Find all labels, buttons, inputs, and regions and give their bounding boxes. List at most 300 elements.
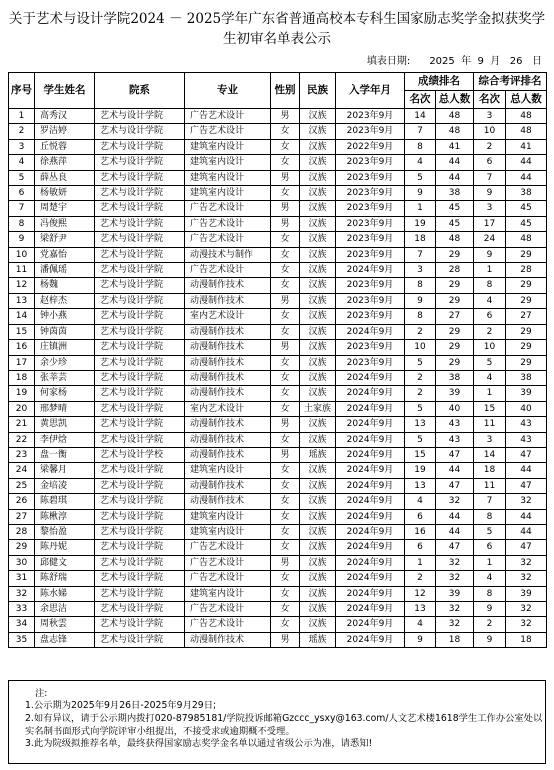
cell-overall-rank: 8 <box>474 278 506 293</box>
cell-grade-rank: 6 <box>405 540 436 555</box>
table-row <box>9 602 547 617</box>
cell-name: 梁舒尹 <box>35 232 95 247</box>
cell-enroll: 2024年9月 <box>336 555 405 570</box>
cell-enroll: 2024年9月 <box>336 571 405 586</box>
cell-major: 动漫制作技术 <box>185 386 271 401</box>
cell-grade-total: 32 <box>436 617 474 632</box>
header-gender: 性别 <box>271 73 300 109</box>
table-row <box>9 524 547 539</box>
cell-gender: 女 <box>271 370 300 385</box>
cell-overall-total: 29 <box>506 293 547 308</box>
cell-college: 艺术与设计学院 <box>95 278 185 293</box>
cell-name: 杨敏妍 <box>35 186 95 201</box>
cell-gender: 男 <box>271 293 300 308</box>
cell-gender: 女 <box>271 571 300 586</box>
cell-seq: 5 <box>9 170 35 185</box>
table-row <box>9 447 547 462</box>
cell-overall-total: 28 <box>506 263 547 278</box>
cell-overall-rank: 4 <box>474 293 506 308</box>
cell-name: 高秀汉 <box>35 109 95 124</box>
cell-enroll: 2024年9月 <box>336 417 405 432</box>
table-row <box>9 355 547 370</box>
cell-gender: 男 <box>271 555 300 570</box>
note-item: 3.此为院级拟推荐名单，最终获得国家励志奖学金名单以通过省级公示为准，请悉知! <box>25 738 373 749</box>
header-overall-rank-place: 名次 <box>474 91 506 109</box>
cell-grade-total: 38 <box>436 186 474 201</box>
cell-seq: 13 <box>9 293 35 308</box>
cell-gender: 女 <box>271 278 300 293</box>
cell-overall-total: 48 <box>506 232 547 247</box>
cell-overall-total: 29 <box>506 324 547 339</box>
cell-grade-total: 48 <box>436 109 474 124</box>
cell-grade-total: 29 <box>436 355 474 370</box>
cell-overall-rank: 17 <box>474 216 506 231</box>
cell-major: 动漫制作技术 <box>185 293 271 308</box>
cell-major: 建筑室内设计 <box>185 170 271 185</box>
header-overall-rank: 综合考评排名 <box>474 73 547 91</box>
cell-gender: 女 <box>271 509 300 524</box>
cell-ethnicity: 汉族 <box>300 571 336 586</box>
table-row <box>9 617 547 632</box>
cell-seq: 31 <box>9 571 35 586</box>
table-row <box>9 555 547 570</box>
cell-ethnicity: 汉族 <box>300 278 336 293</box>
cell-overall-total: 48 <box>506 124 547 139</box>
cell-ethnicity: 汉族 <box>300 432 336 447</box>
cell-overall-total: 44 <box>506 509 547 524</box>
cell-college: 艺术与设计学院 <box>95 263 185 278</box>
cell-major: 动漫制作技术 <box>185 355 271 370</box>
cell-gender: 女 <box>271 524 300 539</box>
cell-gender: 女 <box>271 602 300 617</box>
cell-ethnicity: 汉族 <box>300 509 336 524</box>
cell-college: 艺术与设计学院 <box>95 417 185 432</box>
cell-seq: 19 <box>9 386 35 401</box>
header-name: 学生姓名 <box>35 73 95 109</box>
cell-ethnicity: 汉族 <box>300 340 336 355</box>
table-row <box>9 216 547 231</box>
cell-major: 广告艺术设计 <box>185 571 271 586</box>
cell-major: 动漫制作技术 <box>185 324 271 339</box>
cell-college: 艺术与设计学院 <box>95 309 185 324</box>
cell-gender: 女 <box>271 139 300 154</box>
cell-grade-total: 29 <box>436 324 474 339</box>
cell-name: 黎怡盈 <box>35 524 95 539</box>
cell-enroll: 2023年9月 <box>336 170 405 185</box>
cell-grade-total: 44 <box>436 463 474 478</box>
cell-name: 赵梓杰 <box>35 293 95 308</box>
cell-overall-rank: 1 <box>474 555 506 570</box>
table-row <box>9 586 547 601</box>
cell-name: 丘悦蓉 <box>35 139 95 154</box>
cell-name: 杨魏 <box>35 278 95 293</box>
cell-grade-rank: 19 <box>405 216 436 231</box>
cell-college: 艺术与设计学院 <box>95 401 185 416</box>
cell-overall-rank: 10 <box>474 340 506 355</box>
cell-major: 广告艺术设计 <box>185 232 271 247</box>
cell-overall-rank: 4 <box>474 571 506 586</box>
cell-grade-rank: 5 <box>405 432 436 447</box>
cell-overall-total: 29 <box>506 340 547 355</box>
cell-college: 艺术与设计学院 <box>95 355 185 370</box>
header-college: 院系 <box>95 73 185 109</box>
cell-college: 艺术与设计学院 <box>95 386 185 401</box>
cell-grade-total: 44 <box>436 155 474 170</box>
cell-gender: 男 <box>271 216 300 231</box>
cell-gender: 女 <box>271 586 300 601</box>
cell-major: 动漫制作技术 <box>185 417 271 432</box>
cell-overall-rank: 8 <box>474 586 506 601</box>
cell-gender: 男 <box>271 201 300 216</box>
cell-college: 艺术与设计学院 <box>95 463 185 478</box>
cell-major: 广告艺术设计 <box>185 555 271 570</box>
cell-major: 建筑室内设计 <box>185 463 271 478</box>
cell-overall-rank: 24 <box>474 232 506 247</box>
header-seq: 序号 <box>9 73 35 109</box>
table-row <box>9 155 547 170</box>
cell-name: 周秋雲 <box>35 617 95 632</box>
cell-grade-rank: 13 <box>405 417 436 432</box>
cell-name: 邢梦晴 <box>35 401 95 416</box>
cell-college: 艺术与设计学院 <box>95 617 185 632</box>
cell-seq: 9 <box>9 232 35 247</box>
cell-overall-total: 44 <box>506 524 547 539</box>
page-title: 关于艺术与设计学院2024 － 2025学年广东省普通高校本专科生国家励志奖学金拟获奖学生初审名单表公示 <box>8 11 546 47</box>
cell-ethnicity: 瑶族 <box>300 447 336 462</box>
cell-overall-total: 45 <box>506 201 547 216</box>
cell-grade-rank: 14 <box>405 109 436 124</box>
cell-name: 钟茵茵 <box>35 324 95 339</box>
header-grade-rank-total: 总人数 <box>436 91 474 109</box>
cell-college: 艺术与设计学院 <box>95 586 185 601</box>
cell-seq: 25 <box>9 478 35 493</box>
cell-grade-total: 27 <box>436 309 474 324</box>
cell-overall-total: 38 <box>506 186 547 201</box>
cell-grade-rank: 6 <box>405 509 436 524</box>
cell-ethnicity: 汉族 <box>300 263 336 278</box>
cell-seq: 29 <box>9 540 35 555</box>
cell-grade-total: 45 <box>436 201 474 216</box>
cell-overall-total: 32 <box>506 617 547 632</box>
cell-grade-rank: 18 <box>405 232 436 247</box>
cell-college: 艺术与设计学院 <box>95 432 185 447</box>
cell-major: 室内艺术设计 <box>185 309 271 324</box>
cell-ethnicity: 汉族 <box>300 370 336 385</box>
cell-major: 动漫制作技术 <box>185 278 271 293</box>
cell-grade-rank: 12 <box>405 586 436 601</box>
cell-seq: 7 <box>9 201 35 216</box>
cell-overall-total: 18 <box>506 632 547 647</box>
table-row <box>9 186 547 201</box>
cell-major: 动漫制作技术 <box>185 370 271 385</box>
cell-overall-total: 29 <box>506 278 547 293</box>
cell-ethnicity: 汉族 <box>300 216 336 231</box>
cell-gender: 女 <box>271 355 300 370</box>
cell-overall-rank: 8 <box>474 509 506 524</box>
cell-enroll: 2023年9月 <box>336 355 405 370</box>
table-row <box>9 139 547 154</box>
cell-college: 艺术与设计学院 <box>95 170 185 185</box>
cell-overall-rank: 9 <box>474 602 506 617</box>
cell-gender: 女 <box>271 124 300 139</box>
cell-enroll: 2023年9月 <box>336 340 405 355</box>
header-major: 专业 <box>185 73 271 109</box>
cell-overall-total: 45 <box>506 216 547 231</box>
cell-gender: 女 <box>271 540 300 555</box>
cell-ethnicity: 汉族 <box>300 293 336 308</box>
table-row <box>9 370 547 385</box>
cell-seq: 18 <box>9 370 35 385</box>
cell-seq: 2 <box>9 124 35 139</box>
cell-enroll: 2023年9月 <box>336 155 405 170</box>
table-row <box>9 571 547 586</box>
cell-grade-rank: 9 <box>405 293 436 308</box>
cell-ethnicity: 汉族 <box>300 555 336 570</box>
table-row <box>9 386 547 401</box>
fill-date: 填表日期: 2025 年 9 月 26 日 <box>366 56 542 67</box>
cell-enroll: 2024年9月 <box>336 386 405 401</box>
cell-seq: 12 <box>9 278 35 293</box>
cell-gender: 女 <box>271 247 300 262</box>
cell-major: 广告艺术设计 <box>185 617 271 632</box>
cell-overall-total: 41 <box>506 139 547 154</box>
table-row <box>9 540 547 555</box>
cell-grade-total: 47 <box>436 447 474 462</box>
cell-grade-rank: 4 <box>405 494 436 509</box>
cell-major: 广告艺术设计 <box>185 109 271 124</box>
cell-overall-total: 47 <box>506 540 547 555</box>
cell-seq: 17 <box>9 355 35 370</box>
cell-seq: 34 <box>9 617 35 632</box>
header-ethnicity: 民族 <box>300 73 336 109</box>
cell-overall-rank: 2 <box>474 139 506 154</box>
cell-grade-rank: 5 <box>405 401 436 416</box>
cell-overall-rank: 9 <box>474 632 506 647</box>
table-row <box>9 478 547 493</box>
cell-enroll: 2024年9月 <box>336 524 405 539</box>
cell-gender: 女 <box>271 263 300 278</box>
cell-ethnicity: 汉族 <box>300 494 336 509</box>
cell-name: 邱健文 <box>35 555 95 570</box>
cell-gender: 女 <box>271 324 300 339</box>
cell-overall-rank: 6 <box>474 155 506 170</box>
cell-overall-rank: 6 <box>474 540 506 555</box>
cell-overall-rank: 3 <box>474 432 506 447</box>
cell-enroll: 2023年9月 <box>336 201 405 216</box>
cell-seq: 15 <box>9 324 35 339</box>
cell-ethnicity: 汉族 <box>300 109 336 124</box>
cell-name: 庄镇洲 <box>35 340 95 355</box>
notes-box <box>8 680 546 764</box>
cell-grade-total: 44 <box>436 170 474 185</box>
cell-grade-total: 47 <box>436 540 474 555</box>
cell-name: 陈丹妮 <box>35 540 95 555</box>
cell-overall-total: 32 <box>506 494 547 509</box>
cell-major: 建筑室内设计 <box>185 524 271 539</box>
note-item: 2.如有异议，请于公示期内拨打020-87985181/学院投诉邮箱Gzccc_ysxy@163.com/人文艺术楼1618学生工作办公室处以实名制书面形式向学院评审小组提出，不接受求或逾期概不受理。 <box>25 713 543 737</box>
cell-gender: 男 <box>271 109 300 124</box>
cell-major: 室内艺术设计 <box>185 401 271 416</box>
table-row <box>9 293 547 308</box>
cell-college: 艺术与设计学院 <box>95 632 185 647</box>
cell-major: 广告艺术设计 <box>185 216 271 231</box>
table-row <box>9 632 547 647</box>
cell-major: 广告艺术设计 <box>185 124 271 139</box>
cell-overall-total: 38 <box>506 370 547 385</box>
cell-major: 动漫制作技术 <box>185 632 271 647</box>
cell-gender: 男 <box>271 447 300 462</box>
cell-name: 薛丛良 <box>35 170 95 185</box>
cell-grade-rank: 9 <box>405 632 436 647</box>
cell-major: 建筑室内设计 <box>185 509 271 524</box>
cell-ethnicity: 汉族 <box>300 139 336 154</box>
cell-college: 艺术与设计学校 <box>95 447 185 462</box>
cell-grade-total: 47 <box>436 478 474 493</box>
cell-grade-total: 32 <box>436 602 474 617</box>
cell-name: 周楚宇 <box>35 201 95 216</box>
cell-enroll: 2023年9月 <box>336 109 405 124</box>
cell-seq: 16 <box>9 340 35 355</box>
cell-grade-rank: 5 <box>405 355 436 370</box>
cell-seq: 8 <box>9 216 35 231</box>
cell-college: 艺术与设计学院 <box>95 509 185 524</box>
cell-name: 陈楸淳 <box>35 509 95 524</box>
cell-overall-rank: 11 <box>474 478 506 493</box>
cell-ethnicity: 土家族 <box>300 401 336 416</box>
cell-gender: 女 <box>271 401 300 416</box>
cell-overall-total: 39 <box>506 586 547 601</box>
cell-college: 艺术与设计学院 <box>95 494 185 509</box>
table-row <box>9 201 547 216</box>
cell-grade-rank: 2 <box>405 370 436 385</box>
table-row <box>9 494 547 509</box>
cell-gender: 男 <box>271 632 300 647</box>
cell-ethnicity: 汉族 <box>300 186 336 201</box>
cell-enroll: 2024年9月 <box>336 632 405 647</box>
cell-grade-rank: 1 <box>405 201 436 216</box>
cell-ethnicity: 汉族 <box>300 540 336 555</box>
cell-college: 艺术与设计学院 <box>95 186 185 201</box>
cell-enroll: 2023年9月 <box>336 186 405 201</box>
cell-overall-total: 27 <box>506 309 547 324</box>
cell-ethnicity: 汉族 <box>300 524 336 539</box>
cell-college: 艺术与设计学院 <box>95 571 185 586</box>
cell-major: 建筑室内设计 <box>185 139 271 154</box>
cell-grade-total: 29 <box>436 278 474 293</box>
cell-overall-total: 29 <box>506 247 547 262</box>
cell-major: 广告艺术设计 <box>185 201 271 216</box>
cell-enroll: 2024年9月 <box>336 432 405 447</box>
cell-seq: 28 <box>9 524 35 539</box>
cell-seq: 22 <box>9 432 35 447</box>
cell-college: 艺术与设计学院 <box>95 324 185 339</box>
cell-grade-rank: 8 <box>405 278 436 293</box>
cell-major: 建筑室内设计 <box>185 186 271 201</box>
cell-seq: 4 <box>9 155 35 170</box>
cell-major: 动漫制作技术 <box>185 447 271 462</box>
cell-ethnicity: 汉族 <box>300 386 336 401</box>
cell-college: 艺术与设计学院 <box>95 540 185 555</box>
cell-name: 张莘芸 <box>35 370 95 385</box>
cell-ethnicity: 汉族 <box>300 355 336 370</box>
cell-grade-rank: 7 <box>405 247 436 262</box>
cell-enroll: 2024年9月 <box>336 463 405 478</box>
cell-name: 余思洁 <box>35 602 95 617</box>
cell-overall-rank: 10 <box>474 124 506 139</box>
cell-gender: 女 <box>271 494 300 509</box>
note-item: 1.公示期为2025年9月26日-2025年9月29日; <box>25 700 217 711</box>
cell-gender: 男 <box>271 417 300 432</box>
cell-college: 艺术与设计学院 <box>95 124 185 139</box>
cell-grade-rank: 16 <box>405 524 436 539</box>
cell-name: 陈碧琪 <box>35 494 95 509</box>
cell-gender: 女 <box>271 478 300 493</box>
cell-grade-rank: 2 <box>405 571 436 586</box>
cell-overall-total: 48 <box>506 109 547 124</box>
cell-enroll: 2024年9月 <box>336 401 405 416</box>
cell-gender: 女 <box>271 155 300 170</box>
cell-major: 建筑室内设计 <box>185 155 271 170</box>
table-row <box>9 509 547 524</box>
cell-overall-total: 44 <box>506 463 547 478</box>
cell-overall-total: 44 <box>506 155 547 170</box>
header-overall-rank-total: 总人数 <box>506 91 547 109</box>
cell-overall-total: 43 <box>506 432 547 447</box>
cell-enroll: 2024年9月 <box>336 263 405 278</box>
cell-ethnicity: 汉族 <box>300 478 336 493</box>
cell-ethnicity: 汉族 <box>300 309 336 324</box>
cell-enroll: 2023年9月 <box>336 309 405 324</box>
cell-grade-rank: 9 <box>405 186 436 201</box>
cell-overall-total: 40 <box>506 401 547 416</box>
cell-seq: 27 <box>9 509 35 524</box>
cell-enroll: 2024年9月 <box>336 617 405 632</box>
cell-grade-rank: 19 <box>405 463 436 478</box>
cell-overall-rank: 1 <box>474 263 506 278</box>
cell-major: 动漫制作技术 <box>185 432 271 447</box>
cell-overall-total: 44 <box>506 170 547 185</box>
cell-grade-total: 40 <box>436 401 474 416</box>
cell-gender: 女 <box>271 386 300 401</box>
cell-name: 钟小燕 <box>35 309 95 324</box>
cell-seq: 6 <box>9 186 35 201</box>
cell-major: 动漫技术与制作 <box>185 247 271 262</box>
table-row <box>9 463 547 478</box>
cell-overall-rank: 18 <box>474 463 506 478</box>
cell-college: 艺术与设计学院 <box>95 139 185 154</box>
cell-enroll: 2024年9月 <box>336 586 405 601</box>
cell-overall-rank: 6 <box>474 309 506 324</box>
cell-overall-rank: 5 <box>474 524 506 539</box>
cell-ethnicity: 汉族 <box>300 155 336 170</box>
cell-gender: 女 <box>271 309 300 324</box>
cell-grade-total: 48 <box>436 232 474 247</box>
cell-seq: 20 <box>9 401 35 416</box>
cell-enroll: 2023年9月 <box>336 293 405 308</box>
cell-overall-total: 39 <box>506 386 547 401</box>
cell-overall-rank: 9 <box>474 247 506 262</box>
cell-name: 金培凌 <box>35 478 95 493</box>
cell-ethnicity: 汉族 <box>300 247 336 262</box>
cell-grade-total: 39 <box>436 586 474 601</box>
cell-name: 党嘉怡 <box>35 247 95 262</box>
cell-overall-rank: 15 <box>474 401 506 416</box>
cell-grade-rank: 1 <box>405 555 436 570</box>
cell-overall-rank: 5 <box>474 355 506 370</box>
header-grade-rank-place: 名次 <box>405 91 436 109</box>
cell-college: 艺术与设计学院 <box>95 602 185 617</box>
cell-overall-rank: 9 <box>474 186 506 201</box>
